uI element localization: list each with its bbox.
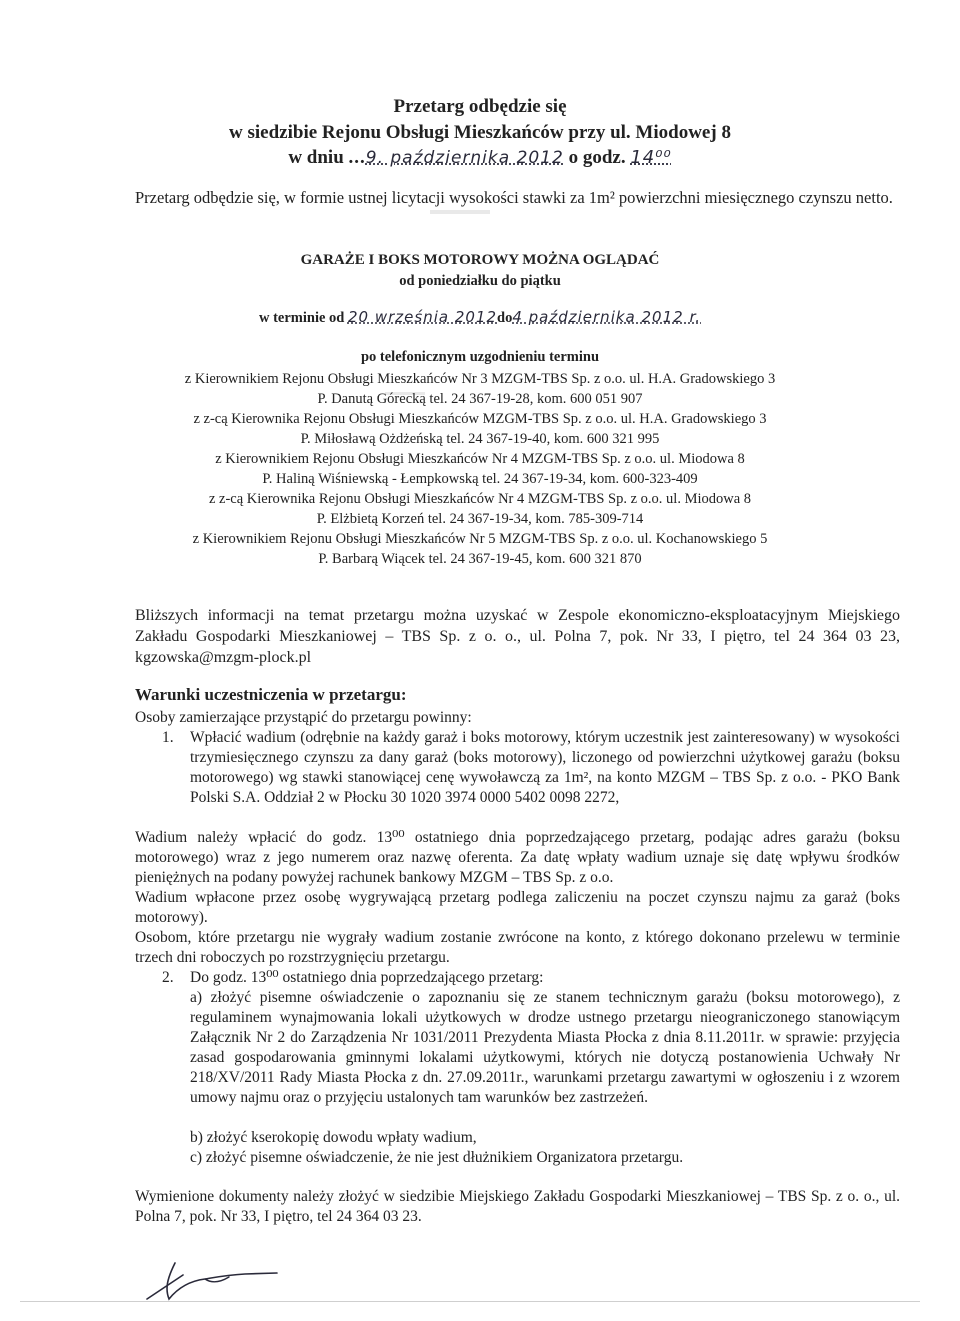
term-prefix: w terminie od bbox=[258, 310, 345, 326]
item2-text: Do godz. 13⁰⁰ ostatniego dnia poprzedzającego przetarg: bbox=[190, 969, 544, 986]
viewing-title: GARAŻE I BOKS MOTOROWY MOŻNA OGLĄDAĆ bbox=[300, 252, 660, 268]
contact-line: z Kierownikiem Rejonu Obsługi Mieszkańców Nr 4 MZGM-TBS Sp. z o.o. ul. Miodowa 8 bbox=[215, 451, 745, 467]
contact-line: z Kierownikiem Rejonu Obsługi Mieszkańców Nr 5 MZGM-TBS Sp. z o.o. ul. Kochanowskiego 5 bbox=[192, 531, 768, 547]
intro-paragraph: Przetarg odbędzie się, w formie ustnej licytacji wysokości stawki za 1m² powierzchni miesięcznego czynszu netto. bbox=[135, 188, 893, 207]
contact-line: z Kierownikiem Rejonu Obsługi Mieszkańców Nr 3 MZGM-TBS Sp. z o.o. ul. H.A. Gradowskiego 3 bbox=[184, 371, 776, 387]
sub-item-a: a) złożyć pisemne oświadczenie o zapoznaniu się ze stanem technicznym garażu (boksu motorowego), z regulaminem wynajmowania lokali użytkowych w drodze ustnego przetargu nieograniczonego stanowiącym Załącznik Nr 2 do Zarządzenia Nr 1031/2011 Prezydenta Miasta Płocka z dnia 8.11.2011r. w sprawie: przyjęcia zasad gospodarowania gminnymi lokalami użytkowymi, których nie dotyczą postanowienia Uchwały Nr 218/XV/2011 Rady Miasta Płocka z dn. 27.09.2011r., warunkami przetargu zawartymi w ogłoszeniu i z wzorem umowy najmu oraz o przyjęciu ustalonych tam warunków bez zastrzeżeń. bbox=[190, 989, 900, 1106]
contact-line: P. Barbarą Wiącek tel. 24 367-19-45, kom. 600 321 870 bbox=[318, 551, 642, 567]
term-to: 4 października 2012 r. bbox=[512, 308, 702, 326]
viewing-days: od poniedziałku do piątku bbox=[399, 273, 561, 289]
time-handwritten: 14⁰⁰ bbox=[630, 147, 672, 168]
date-handwritten: 9. października 2012 bbox=[365, 148, 564, 168]
sub-item-b: b) złożyć kserokopię dowodu wpłaty wadium, bbox=[190, 1129, 477, 1146]
date-prefix: w dniu bbox=[288, 147, 344, 168]
contact-line: P. Danutą Górecką tel. 24 367-19-28, kom. 600 051 907 bbox=[317, 391, 643, 407]
term-from: 20 września 2012 bbox=[347, 308, 497, 326]
header-line1: Przetarg odbędzie się bbox=[393, 96, 567, 117]
time-prefix: o godz. bbox=[568, 147, 626, 168]
viewing-arrange: po telefonicznym uzgodnieniu terminu bbox=[360, 349, 600, 365]
bottom-rule bbox=[20, 1301, 920, 1302]
conditions-para3: Osobom, które przetargu nie wygrały wadium zostanie zwrócone na konto, z którego dokonano przelewu w terminie trzech dni roboczych po rozstrzygnięciu przetargu. bbox=[135, 929, 900, 966]
signature bbox=[145, 1255, 285, 1305]
conditions-para2: Wadium wpłacone przez osobę wygrywającą przetarg podlega zaliczeniu na poczet czynszu najmu za garaż (boks motorowy). bbox=[135, 889, 900, 926]
term-mid: do bbox=[497, 310, 513, 326]
sub-item-c: c) złożyć pisemne oświadczenie, że nie jest dłużnikiem Organizatora przetargu. bbox=[190, 1149, 684, 1166]
item1-number: 1. bbox=[162, 729, 174, 746]
contact-line: z z-cą Kierownika Rejonu Obsługi Mieszkańców Nr 4 MZGM-TBS Sp. z o.o. ul. Miodowa 8 bbox=[208, 491, 752, 507]
info-paragraph: Bliższych informacji na temat przetargu można uzyskać w Zespole ekonomiczno-eksploatacyjnym Miejskiego Zakładu Gospodarki Mieszkaniowej – TBS Sp. z o. o., ul. Polna 7, pok. Nr 33, I piętro, tel 24 364 03 23, kgzowska@mzgm-plock.pl bbox=[135, 607, 900, 666]
header-date-line bbox=[0, 146, 960, 170]
conditions-para1: Wadium należy wpłacić do godz. 13⁰⁰ ostatniego dnia poprzedzającego przetarg, podając adres garażu (boksu motorowego) wraz z jego numerem oraz nazwę oferenta. Za datę wpłaty wadium uznaje się datę wpływu środków pieniężnych na podany powyżej rachunek bankowy MZGM – TBS Sp. z o.o. bbox=[135, 829, 900, 886]
contact-line: P. Miłosławą Ożdżeńską tel. 24 367-19-40, kom. 600 321 995 bbox=[300, 431, 660, 447]
viewing-term bbox=[0, 307, 960, 328]
header-line2: w siedzibie Rejonu Obsługi Mieszkańców przy ul. Miodowej 8 bbox=[229, 122, 731, 143]
scan-smudge bbox=[430, 210, 490, 214]
closing-paragraph: Wymienione dokumenty należy złożyć w siedzibie Miejskiego Zakładu Gospodarki Mieszkaniowej – TBS Sp. z o. o., ul. Polna 7, pok. Nr 33, I piętro, tel 24 364 03 23. bbox=[135, 1188, 900, 1225]
conditions-title: Warunki uczestniczenia w przetargu: bbox=[135, 685, 407, 704]
item2-number: 2. bbox=[162, 969, 174, 986]
item1-text: Wpłacić wadium (odrębnie na każdy garaż i boks motorowy, którym uczestnik jest zainteresowany) w wysokości trzymiesięcznego czynszu za dany garaż (boks motorowy), liczonego od powierzchni użytkowej garażu (boksu motorowego) wg stawki stanowiącej cenę wywoławczą za 1m², na konto MZGM – TBS Sp. z o.o. - PKO Bank Polski S.A. Oddział 2 w Płocku 30 1020 3974 0000 5402 0098 2272, bbox=[190, 729, 900, 806]
contact-line: P. Elżbietą Korzeń tel. 24 367-19-34, kom. 785-309-714 bbox=[316, 511, 644, 527]
contact-line: z z-cą Kierownika Rejonu Obsługi Mieszkańców MZGM-TBS Sp. z o.o. ul. H.A. Gradowskiego 3 bbox=[193, 411, 767, 427]
date-dots: ... bbox=[348, 147, 366, 168]
conditions-lead: Osoby zamierzające przystąpić do przetargu powinny: bbox=[135, 709, 472, 726]
contact-line: P. Haliną Wiśniewską - Łempkowską tel. 24 367-19-34, kom. 600-323-409 bbox=[262, 471, 698, 487]
